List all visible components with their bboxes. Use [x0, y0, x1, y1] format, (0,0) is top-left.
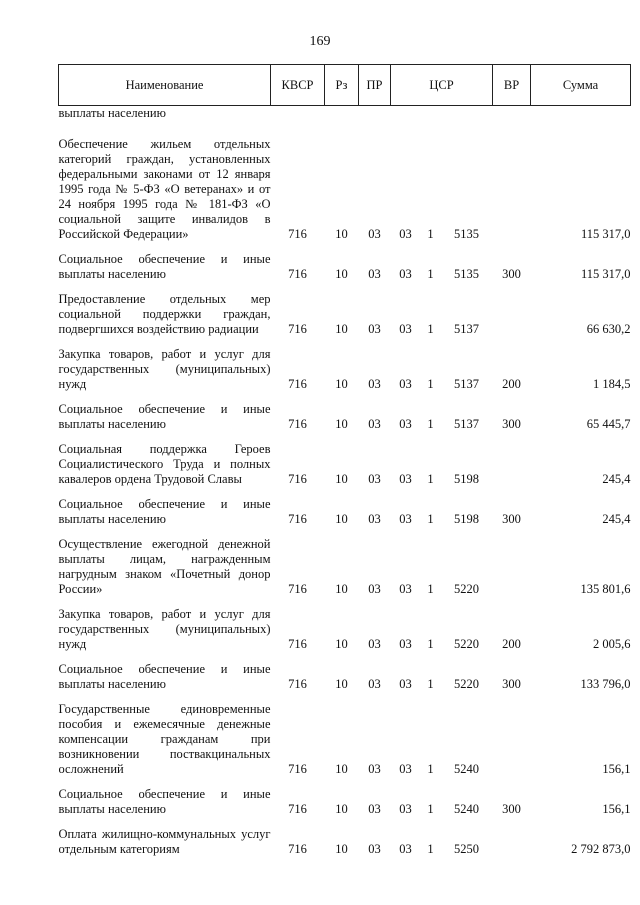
row-csr-part2: 1	[427, 322, 434, 336]
row-sum: 245,4	[602, 472, 631, 486]
header-csr: ЦСР	[391, 65, 493, 106]
row-kvsr: 716	[288, 227, 307, 241]
row-sum: 135 801,6	[580, 582, 631, 596]
header-kvsr: КВСР	[271, 65, 325, 106]
row-vr	[493, 432, 531, 487]
row-name: Социальное обеспечение и иные выплаты населению	[58, 662, 271, 691]
row-csr-part3: 5198	[454, 472, 479, 486]
row-vr: 200	[502, 637, 521, 651]
row-rz: 10	[335, 677, 348, 691]
row-kvsr: 716	[288, 472, 307, 486]
row-csr-part1: 03	[399, 377, 412, 391]
table-row	[59, 337, 631, 392]
row-kvsr: 716	[288, 417, 307, 431]
row-csr-part2: 1	[427, 472, 434, 486]
table-row	[59, 242, 631, 282]
row-rz: 10	[335, 377, 348, 391]
row-csr-part1: 03	[399, 677, 412, 691]
row-rz: 10	[335, 512, 348, 526]
row-rz: 10	[335, 842, 348, 856]
row-name: Обеспечение жильем отдельных категорий граждан, установленных федеральными законами от 12 января 1995 года № 5-ФЗ «О ветеранах» и от 24 ноября 1995 года № 181-ФЗ «О социальной защите инвалидов в Российской Федерации»	[58, 137, 271, 241]
row-vr: 200	[502, 377, 521, 391]
row-kvsr: 716	[288, 512, 307, 526]
row-rz: 10	[335, 322, 348, 336]
row-csr-part3: 5240	[454, 762, 479, 776]
row-vr: 300	[502, 677, 521, 691]
row-rz: 10	[335, 582, 348, 596]
row-csr-part2: 1	[427, 677, 434, 691]
row-rz: 10	[335, 227, 348, 241]
row-pr: 03	[368, 227, 381, 241]
row-kvsr: 716	[288, 267, 307, 281]
row-name: Закупка товаров, работ и услуг для государственных (муниципальных) нужд	[58, 347, 271, 391]
row-vr: 300	[502, 267, 521, 281]
row-sum: 2 005,6	[593, 637, 631, 651]
row-kvsr: 716	[288, 637, 307, 651]
header-vr: ВР	[493, 65, 531, 106]
table-row	[59, 392, 631, 432]
row-csr-part2: 1	[427, 582, 434, 596]
row-pr: 03	[368, 582, 381, 596]
table-row	[59, 692, 631, 777]
header-name: Наименование	[59, 65, 271, 106]
row-rz: 10	[335, 802, 348, 816]
row-pr: 03	[368, 677, 381, 691]
row-csr-part2: 1	[427, 417, 434, 431]
row-csr-part3: 5220	[454, 582, 479, 596]
row-name: Социальная поддержка Героев Социалистического Труда и полных кавалеров ордена Трудовой Славы	[58, 442, 271, 486]
row-kvsr: 716	[288, 582, 307, 596]
row-csr-part3: 5137	[454, 377, 479, 391]
row-kvsr: 716	[288, 322, 307, 336]
continuation-row	[59, 106, 631, 130]
row-csr-part2: 1	[427, 267, 434, 281]
row-pr: 03	[368, 512, 381, 526]
row-pr: 03	[368, 377, 381, 391]
row-name: Осуществление ежегодной денежной выплаты лицам, награжденным нагрудным знаком «Почетный донор России»	[58, 537, 271, 596]
row-csr-part1: 03	[399, 472, 412, 486]
row-rz: 10	[335, 472, 348, 486]
row-pr: 03	[368, 267, 381, 281]
row-sum: 115 317,0	[580, 267, 631, 281]
row-vr	[493, 692, 531, 777]
row-name: Социальное обеспечение и иные выплаты населению	[58, 252, 271, 281]
row-pr: 03	[368, 472, 381, 486]
header-sum: Сумма	[531, 65, 631, 106]
row-kvsr: 716	[288, 377, 307, 391]
row-csr-part1: 03	[399, 637, 412, 651]
row-rz: 10	[335, 637, 348, 651]
row-rz: 10	[335, 417, 348, 431]
row-kvsr: 716	[288, 762, 307, 776]
table-row	[59, 777, 631, 817]
row-sum: 2 792 873,0	[571, 842, 631, 856]
budget-table	[58, 64, 631, 857]
row-pr: 03	[368, 417, 381, 431]
table-row	[59, 432, 631, 487]
row-csr-part3: 5198	[454, 512, 479, 526]
row-csr-part2: 1	[427, 842, 434, 856]
row-name: Оплата жилищно-коммунальных услуг отдельным категориям	[58, 827, 271, 856]
row-vr	[493, 129, 531, 242]
table-row	[59, 817, 631, 857]
row-csr-part3: 5135	[454, 267, 479, 281]
row-csr-part2: 1	[427, 802, 434, 816]
row-kvsr: 716	[288, 677, 307, 691]
row-csr-part3: 5135	[454, 227, 479, 241]
row-pr: 03	[368, 637, 381, 651]
row-rz: 10	[335, 267, 348, 281]
header-rz: Рз	[325, 65, 359, 106]
row-csr-part3: 5240	[454, 802, 479, 816]
row-csr-part2: 1	[427, 227, 434, 241]
table-row	[59, 129, 631, 242]
row-kvsr: 716	[288, 842, 307, 856]
table-row	[59, 597, 631, 652]
row-csr-part2: 1	[427, 377, 434, 391]
row-csr-part1: 03	[399, 842, 412, 856]
row-sum: 66 630,2	[586, 322, 631, 336]
row-pr: 03	[368, 322, 381, 336]
row-sum: 1 184,5	[593, 377, 631, 391]
row-csr-part3: 5220	[454, 677, 479, 691]
table-row	[59, 282, 631, 337]
row-pr: 03	[368, 802, 381, 816]
row-csr-part1: 03	[399, 762, 412, 776]
table-row	[59, 652, 631, 692]
row-csr-part1: 03	[399, 322, 412, 336]
table-header-row	[59, 65, 631, 106]
row-csr-part2: 1	[427, 512, 434, 526]
row-csr-part1: 03	[399, 267, 412, 281]
row-csr-part1: 03	[399, 417, 412, 431]
row-vr: 300	[502, 802, 521, 816]
row-pr: 03	[368, 762, 381, 776]
row-csr-part3: 5250	[454, 842, 479, 856]
header-pr: ПР	[359, 65, 391, 106]
row-name: Социальное обеспечение и иные выплаты населению	[58, 787, 271, 816]
row-sum: 156,1	[602, 762, 631, 776]
row-name: Социальное обеспечение и иные выплаты населению	[58, 497, 271, 526]
table-row	[59, 527, 631, 597]
row-sum: 133 796,0	[580, 677, 631, 691]
row-csr-part1: 03	[399, 582, 412, 596]
row-csr-part3: 5137	[454, 322, 479, 336]
row-sum: 115 317,0	[580, 227, 631, 241]
row-kvsr: 716	[288, 802, 307, 816]
row-vr: 300	[502, 512, 521, 526]
row-csr-part1: 03	[399, 512, 412, 526]
row-csr-part1: 03	[399, 227, 412, 241]
row-csr-part1: 03	[399, 802, 412, 816]
table-row	[59, 487, 631, 527]
row-pr: 03	[368, 842, 381, 856]
row-sum: 65 445,7	[586, 417, 631, 431]
row-vr	[493, 527, 531, 597]
row-sum: 156,1	[602, 802, 631, 816]
row-name: Социальное обеспечение и иные выплаты населению	[58, 402, 271, 431]
row-name: Закупка товаров, работ и услуг для государственных (муниципальных) нужд	[58, 607, 271, 651]
row-csr-part2: 1	[427, 637, 434, 651]
row-name: Предоставление отдельных мер социальной поддержки граждан, подвергшихся воздействию радиации	[58, 292, 271, 336]
page-number: 169	[309, 34, 331, 49]
row-rz: 10	[335, 762, 348, 776]
continuation-text: выплаты населению	[58, 106, 166, 120]
row-name: Государственные единовременные пособия и ежемесячные денежные компенсации гражданам при возникновении поствакцинальных осложнений	[58, 702, 271, 776]
row-vr	[493, 817, 531, 857]
row-vr	[493, 282, 531, 337]
row-csr-part3: 5137	[454, 417, 479, 431]
row-csr-part2: 1	[427, 762, 434, 776]
row-vr: 300	[502, 417, 521, 431]
row-sum: 245,4	[602, 512, 631, 526]
row-csr-part3: 5220	[454, 637, 479, 651]
